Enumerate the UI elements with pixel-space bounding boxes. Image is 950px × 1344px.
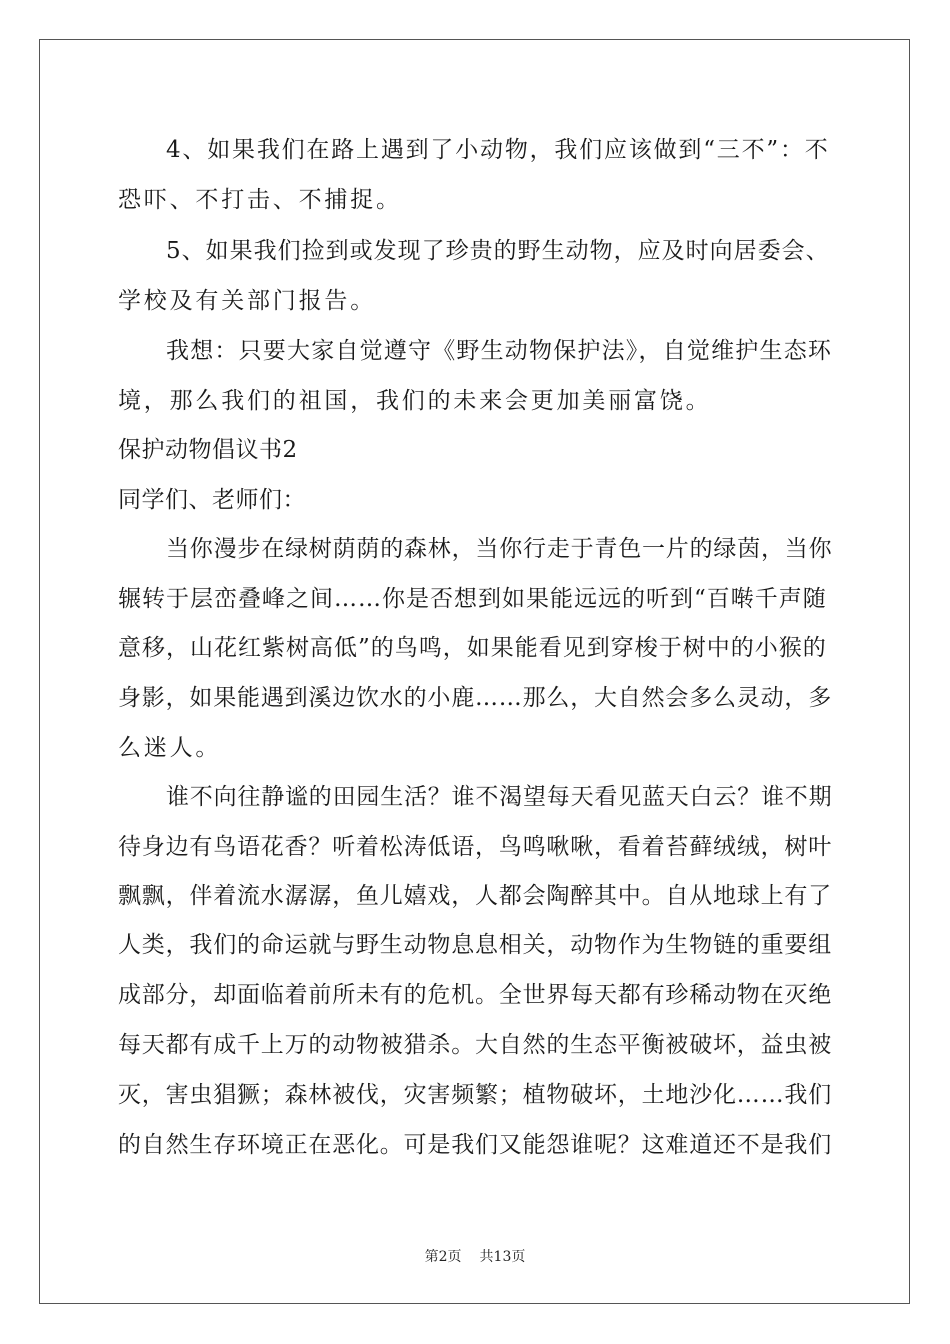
text-line: 的自然生存环境正在恶化。可是我们又能怨谁呢？这难道还不是我们 <box>118 1132 832 1158</box>
text-line: 意移，山花红紫树高低”的鸟鸣，如果能看见到穿梭于树中的小猴的 <box>118 635 827 661</box>
page-frame <box>39 39 910 1304</box>
text-line: 成部分，却面临着前所未有的危机。全世界每天都有珍稀动物在灭绝 <box>118 982 832 1008</box>
text-line: 身影，如果能遇到溪边饮水的小鹿……那么，大自然会多么灵动，多 <box>118 685 832 711</box>
text-line: 人类，我们的命运就与野生动物息息相关，动物作为生物链的重要组 <box>118 932 832 958</box>
text-line: 学校及有关部门报告。 <box>118 288 376 314</box>
text-line: 灭，害虫猖獗；森林被伐，灾害频繁；植物破坏，土地沙化……我们 <box>118 1082 832 1108</box>
section-title: 保护动物倡议书2 <box>118 437 298 463</box>
text-line: 我想：只要大家自觉遵守《野生动物保护法》，自觉维护生态环 <box>166 338 833 364</box>
text-line: 5、如果我们捡到或发现了珍贵的野生动物，应及时向居委会、 <box>166 238 830 264</box>
text-line: 4、如果我们在路上遇到了小动物，我们应该做到“三不”：不 <box>166 137 830 163</box>
text-line: 飘飘，伴着流水潺潺，鱼儿嬉戏，人都会陶醉其中。自从地球上有了 <box>118 883 832 909</box>
salutation: 同学们、老师们： <box>118 487 306 513</box>
page-total: 共13页 <box>479 1249 526 1265</box>
text-line: 么迷人。 <box>118 735 222 761</box>
text-line: 辗转于层峦叠峰之间……你是否想到如果能远远的听到“百啭千声随 <box>118 586 827 612</box>
text-line: 每天都有成千上万的动物被猎杀。大自然的生态平衡被破坏，益虫被 <box>118 1032 832 1058</box>
page-footer <box>0 1248 950 1266</box>
text-line: 待身边有鸟语花香？听着松涛低语，鸟鸣啾啾，看着苔藓绒绒，树叶 <box>118 834 832 860</box>
page-number: 第2页 <box>424 1249 462 1265</box>
text-line: 境，那么我们的祖国，我们的未来会更加美丽富饶。 <box>118 388 712 414</box>
text-line: 当你漫步在绿树荫荫的森林，当你行走于青色一片的绿茵，当你 <box>166 536 833 562</box>
text-line: 恐吓、不打击、不捕捉。 <box>118 187 402 213</box>
text-line: 谁不向往静谧的田园生活？谁不渴望每天看见蓝天白云？谁不期 <box>166 784 833 810</box>
